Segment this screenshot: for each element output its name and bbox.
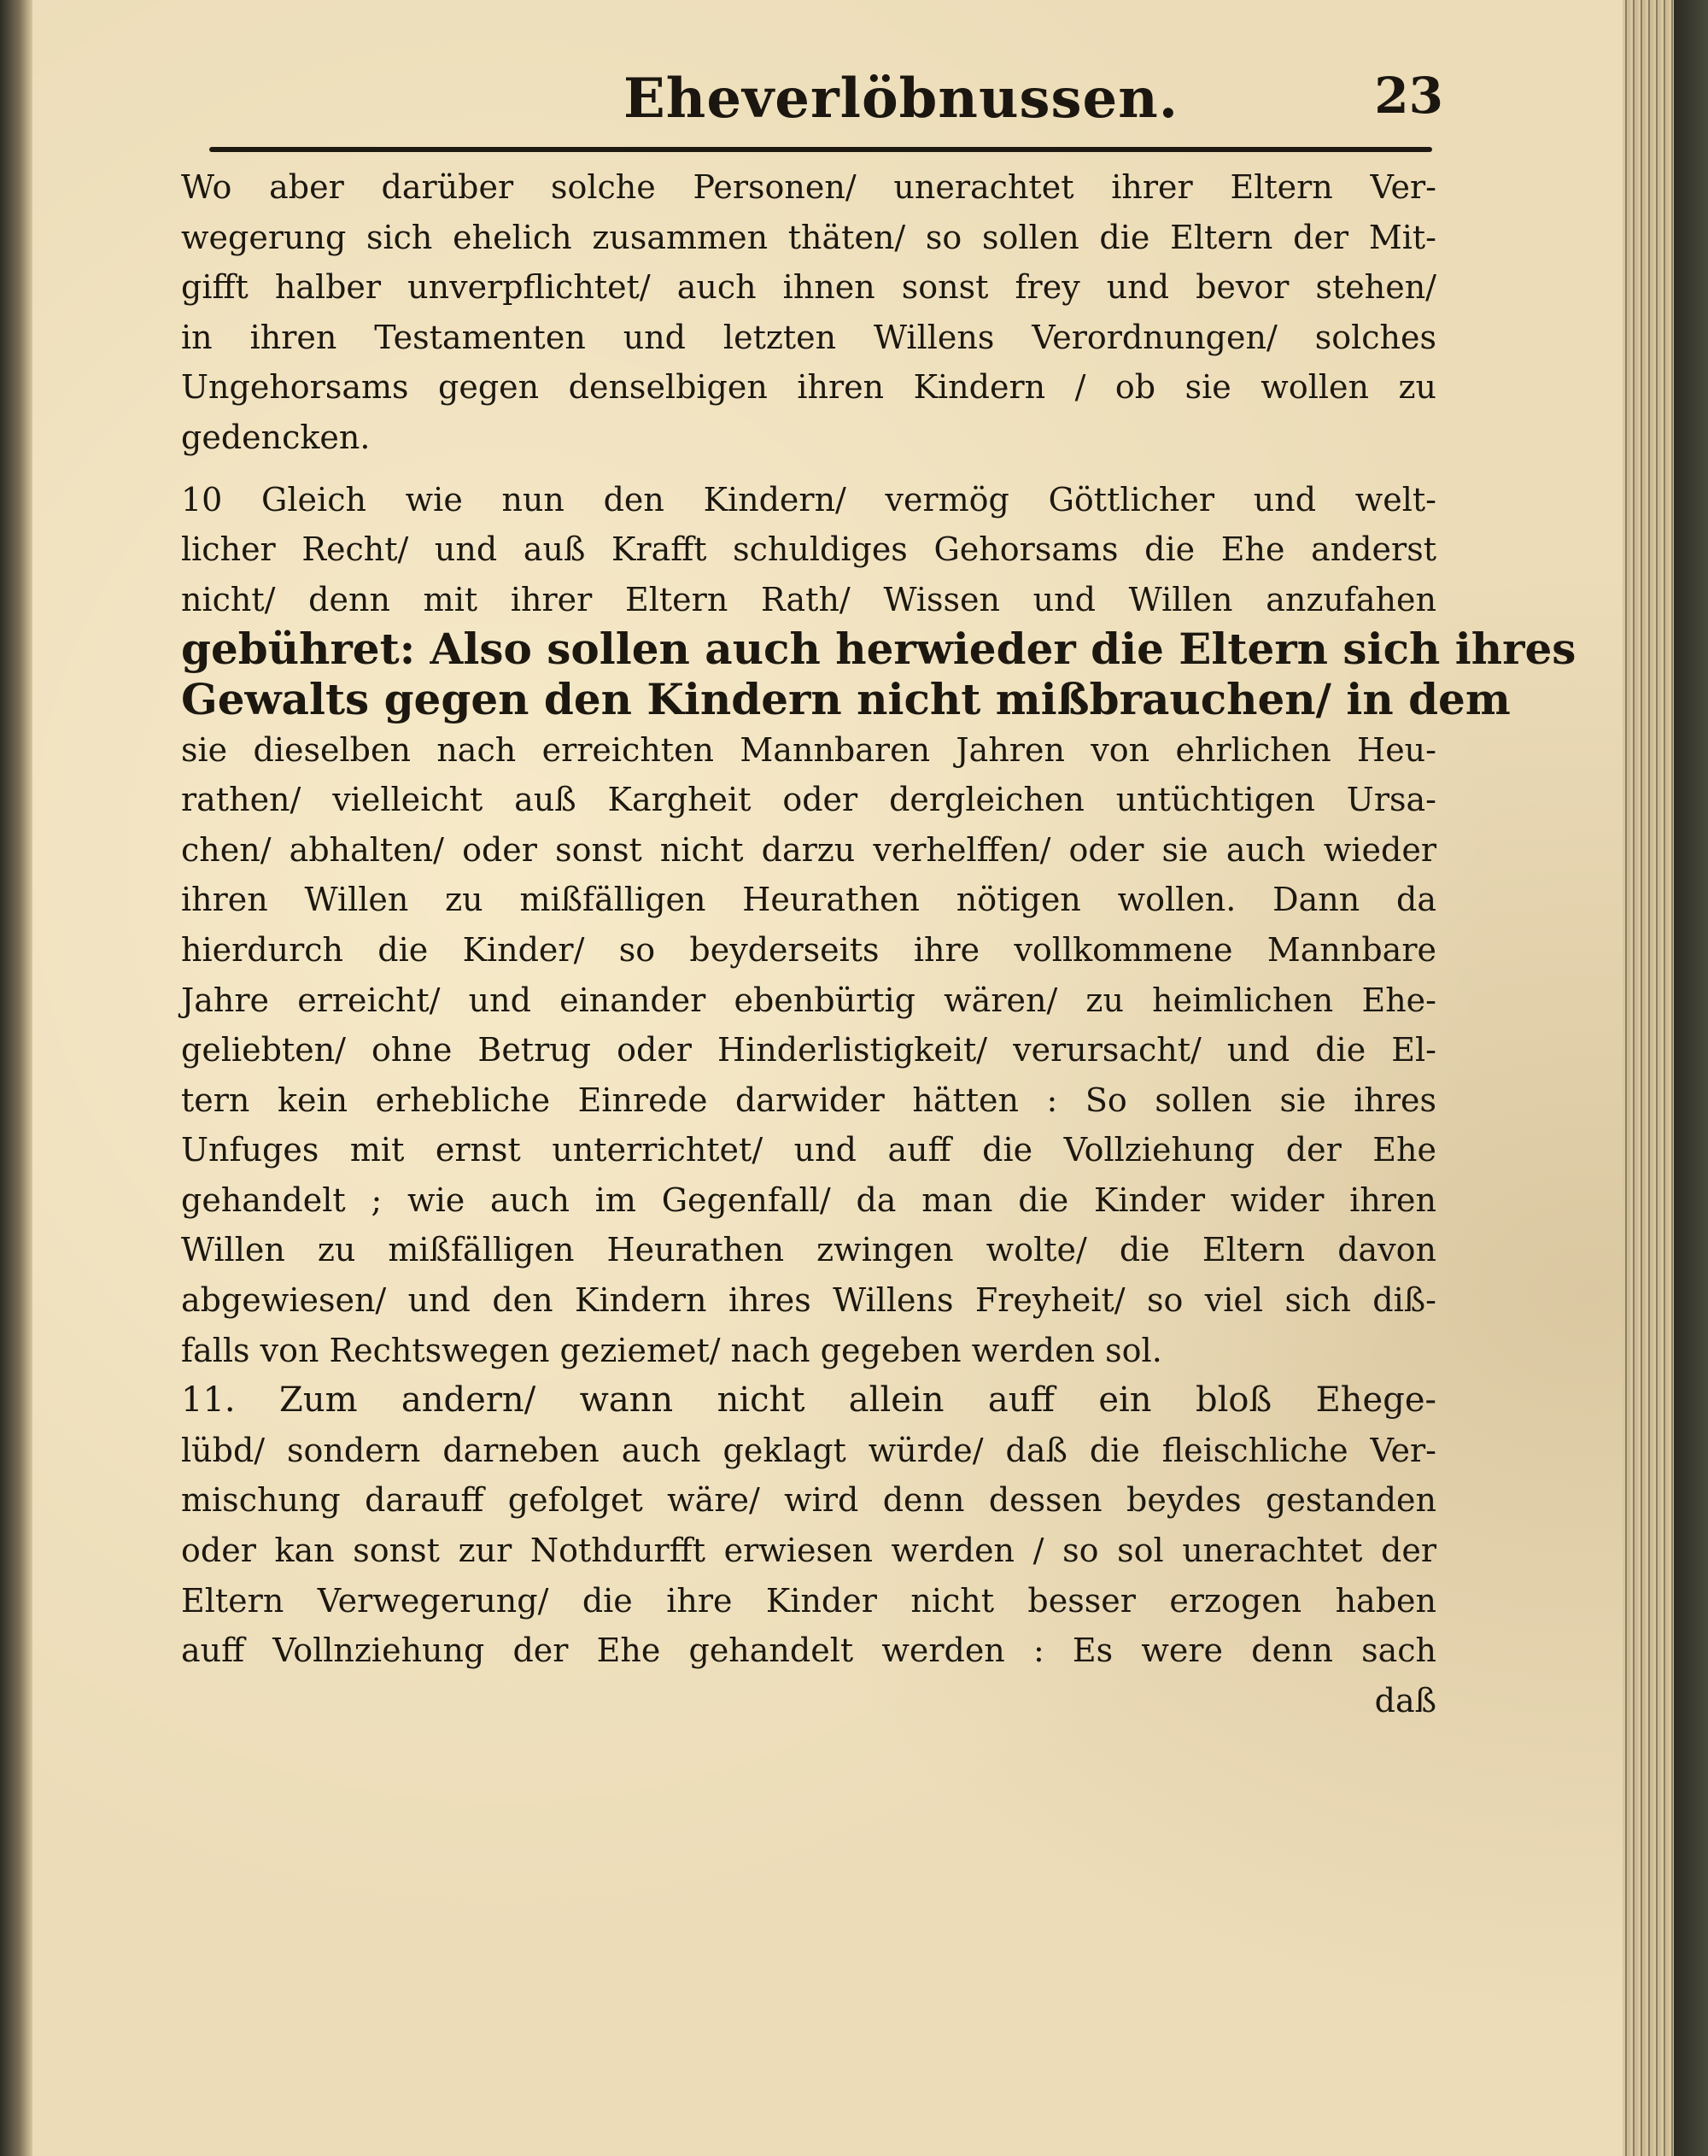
text-line: Unfuges mit ernst unterrichtet/ und auff die Vollziehung der Ehe — [181, 1131, 1436, 1169]
page-number: 23 — [1374, 67, 1443, 125]
text-line: Wo aber darüber solche Personen/ unerachtet ihrer Eltern Ver- — [181, 168, 1436, 206]
text-line: auff Vollnziehung der Ehe gehandelt werden : Es were denn sach — [181, 1632, 1436, 1670]
text-line: Ungehorsams gegen denselbigen ihren Kindern / ob sie wollen zu — [181, 368, 1436, 407]
text-line: abgewiesen/ und den Kindern ihres Willens Freyheit/ so viel sich diß- — [181, 1281, 1436, 1320]
text-line: licher Recht/ und auß Krafft schuldiges Gehorsams die Ehe anderst — [181, 530, 1436, 569]
text-line: lübd/ sondern darneben auch geklagt würde/ daß die fleischliche Ver- — [181, 1431, 1436, 1469]
catchword: daß — [1374, 1681, 1436, 1720]
body-text — [181, 162, 1576, 1725]
text-line: ihren Willen zu mißfälligen Heurathen nötigen wollen. Dann da — [181, 881, 1436, 919]
book-cover-edge — [1674, 0, 1708, 2156]
text-line: oder kan sonst zur Nothdurfft erwiesen werden / so sol unerachtet der — [181, 1532, 1436, 1570]
text-line: chen/ abhalten/ oder sonst nicht darzu verhelffen/ oder sie auch wieder — [181, 830, 1436, 869]
running-title: Eheverlöbnussen. — [623, 67, 1179, 131]
page-stack-edge — [1623, 0, 1674, 2156]
emphasized-line: Gewalts gegen den Kindern nicht mißbrauchen/ in dem — [181, 673, 1511, 724]
text-line: gehandelt ; wie auch im Gegenfall/ da man die Kinder wider ihren — [181, 1181, 1436, 1219]
text-line: gifft halber unverpflichtet/ auch ihnen sonst frey und bevor stehen/ — [181, 268, 1436, 307]
emphasized-line: gebühret: Also sollen auch herwieder die Eltern sich ihres — [181, 624, 1576, 675]
text-line: mischung darauff gefolget wäre/ wird denn dessen beydes gestanden — [181, 1481, 1436, 1520]
text-line: Jahre erreicht/ und einander ebenbürtig wären/ zu heimlichen Ehe- — [181, 981, 1436, 1019]
text-line: wegerung sich ehelich zusammen thäten/ so sollen die Eltern der Mit- — [181, 218, 1436, 256]
text-line: Willen zu mißfälligen Heurathen zwingen wolte/ die Eltern davon — [181, 1231, 1436, 1269]
text-line: gedencken. — [181, 418, 371, 456]
text-line: falls von Rechtswegen geziemet/ nach gegeben werden sol. — [181, 1331, 1162, 1369]
text-line: rathen/ vielleicht auß Kargheit oder dergleichen untüchtigen Ursa- — [181, 781, 1436, 819]
paragraph-10-start: 10 Gleich wie nun den Kindern/ vermög Göttlicher und welt- — [181, 480, 1436, 518]
header-rule — [209, 147, 1432, 152]
text-line: Eltern Verwegerung/ die ihre Kinder nicht besser erzogen haben — [181, 1581, 1436, 1620]
text-line: sie dieselben nach erreichten Mannbaren Jahren von ehrlichen Heu- — [181, 730, 1436, 769]
text-line: hierdurch die Kinder/ so beyderseits ihre vollkommene Mannbare — [181, 930, 1436, 969]
text-line: geliebten/ ohne Betrug oder Hinderlistigkeit/ verursacht/ und die El- — [181, 1031, 1436, 1069]
text-line: nicht/ denn mit ihrer Eltern Rath/ Wissen und Willen anzufahen — [181, 580, 1436, 618]
page-gutter-shadow — [0, 0, 32, 2156]
paragraph-11-start: 11. Zum andern/ wann nicht allein auff ein bloß Ehege- — [181, 1380, 1436, 1421]
text-line: in ihren Testamenten und letzten Willens Verordnungen/ solches — [181, 318, 1436, 356]
text-line: tern kein erhebliche Einrede darwider hätten : So sollen sie ihres — [181, 1081, 1436, 1119]
page-header — [179, 67, 1443, 144]
